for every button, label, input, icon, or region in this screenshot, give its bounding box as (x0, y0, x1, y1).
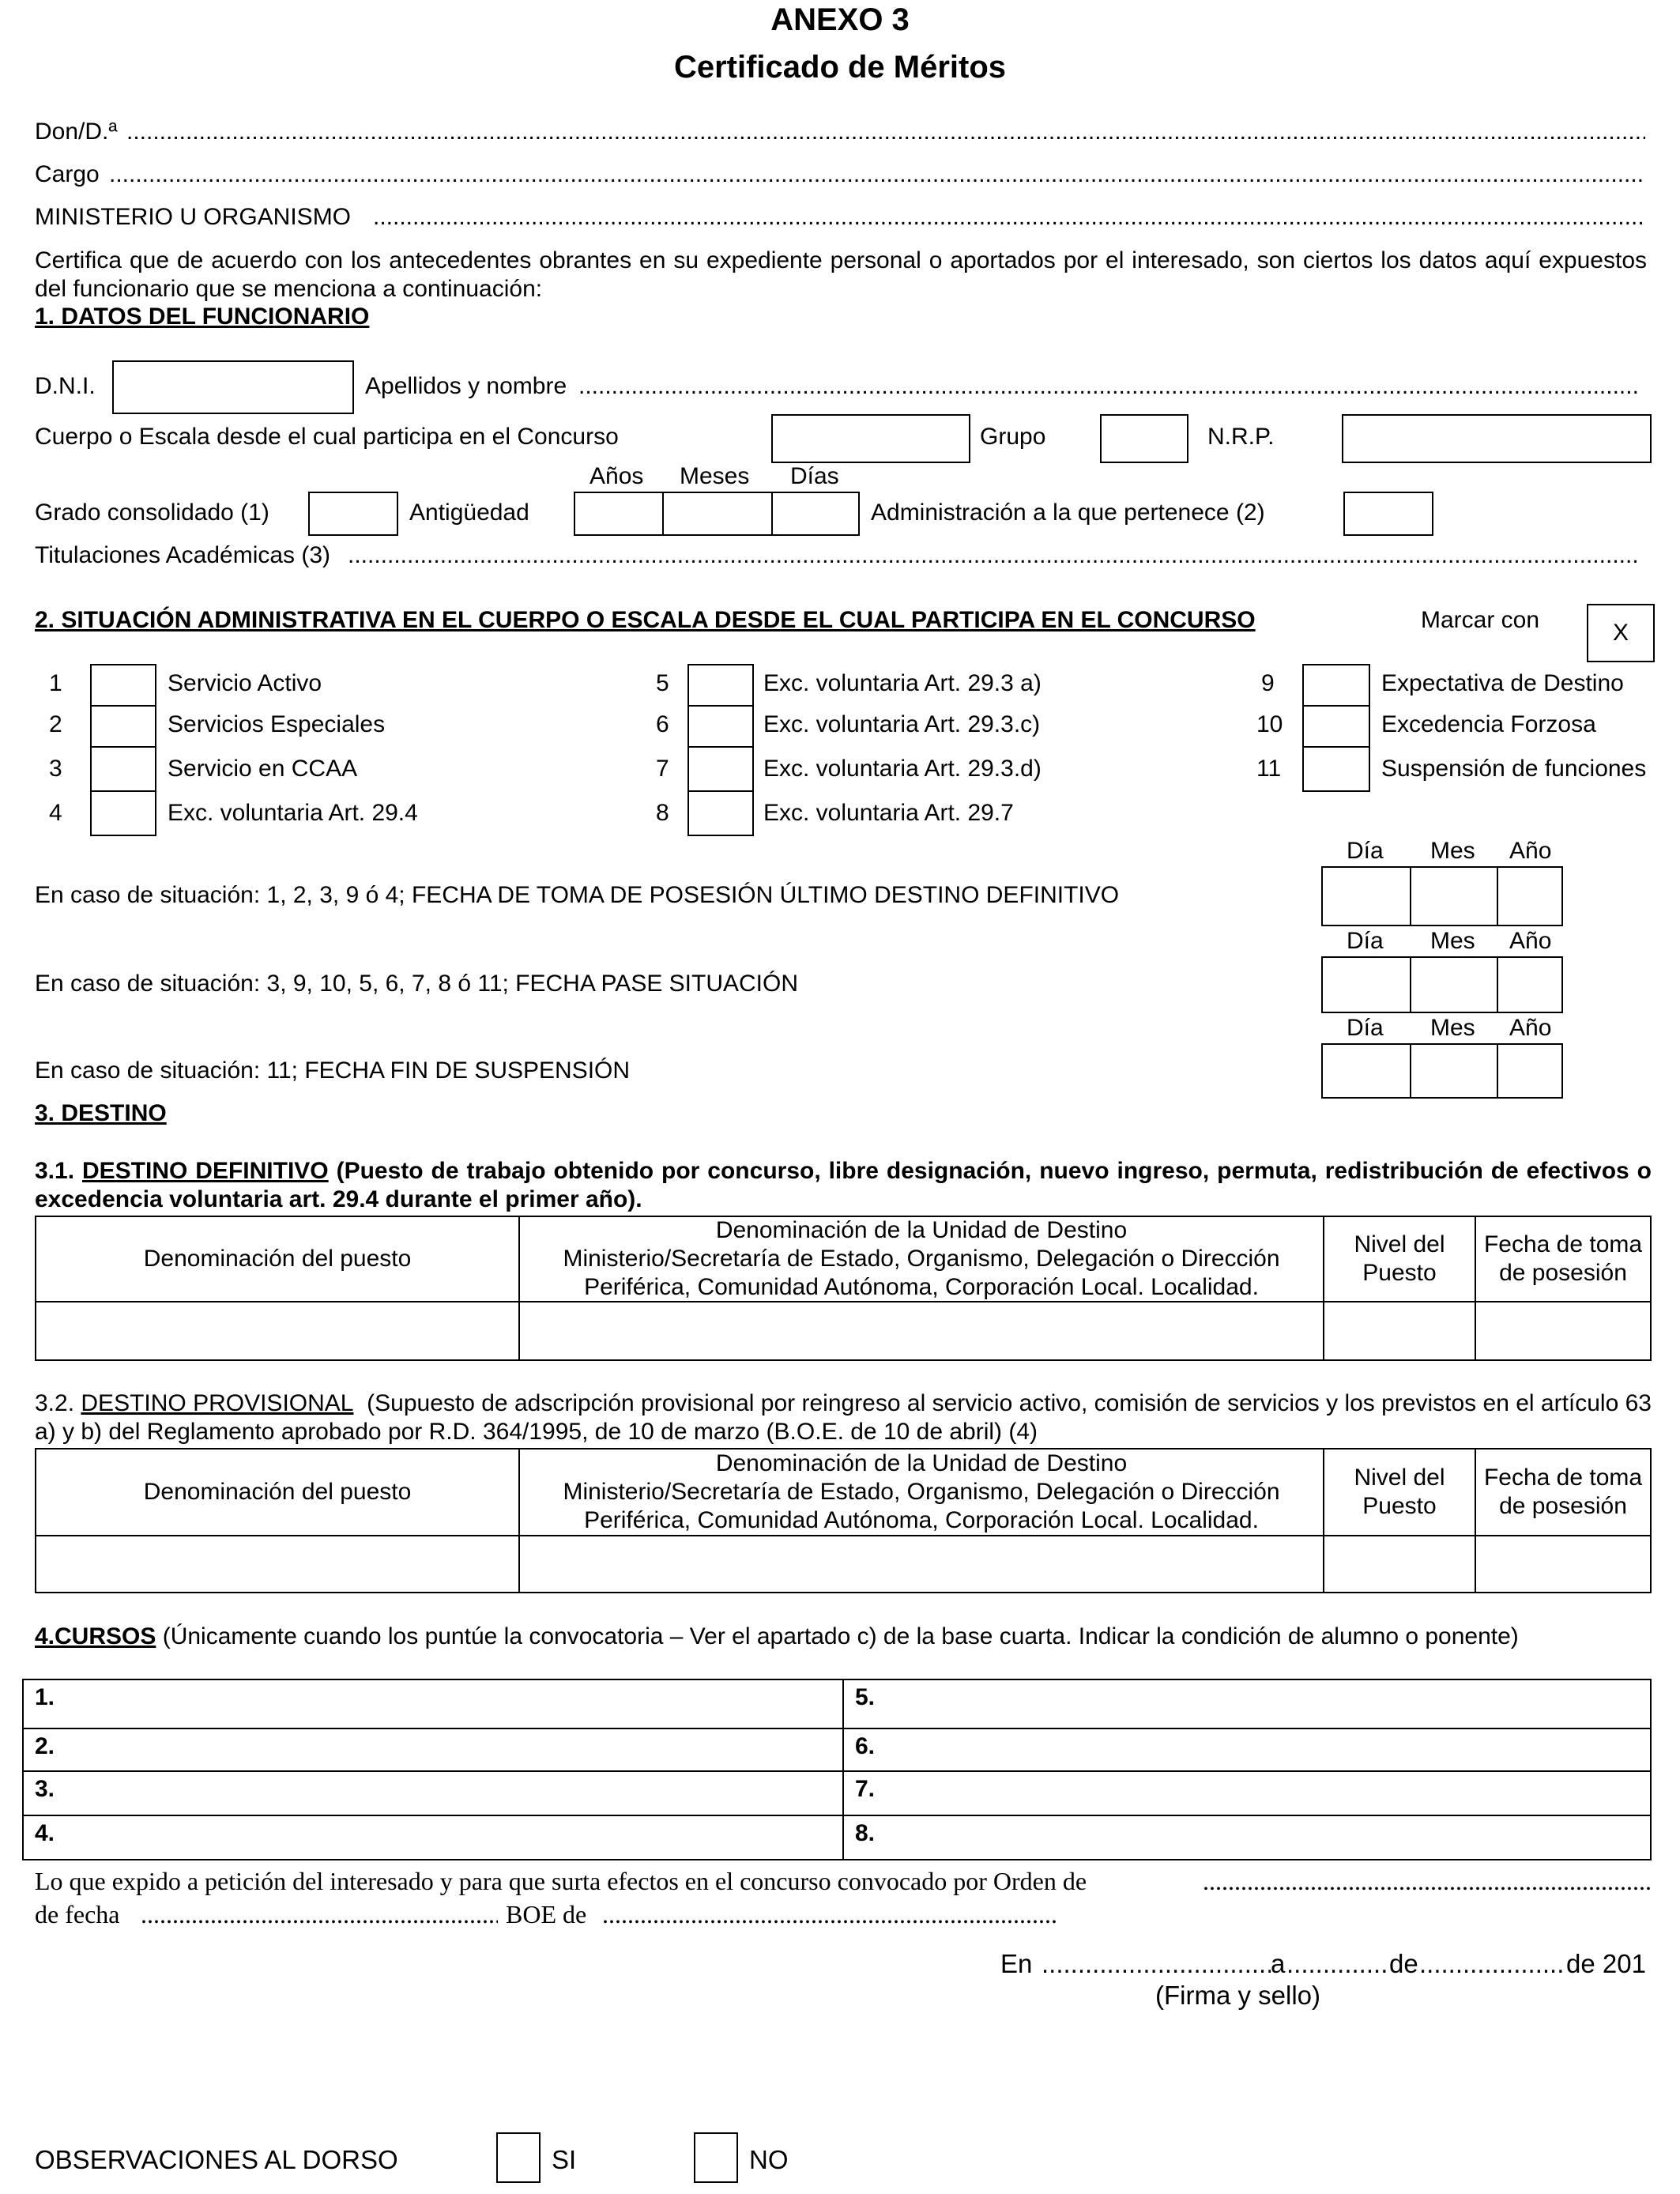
table32-cell-fecha[interactable] (1475, 1535, 1652, 1593)
table32-header-fecha: Fecha de toma de posesión (1475, 1448, 1652, 1536)
mark-example-box (1587, 604, 1655, 662)
table31-header-fecha: Fecha de toma de posesión (1475, 1216, 1652, 1302)
option-number: 6 (656, 711, 669, 737)
lugar-dotted-field[interactable] (1042, 1949, 1271, 1979)
date1-mes-box[interactable] (1410, 866, 1498, 926)
date2-dia-box[interactable] (1321, 956, 1411, 1013)
antiguedad-anos-box[interactable] (574, 492, 664, 536)
table32-header-unidad: Denominación de la Unidad de Destino Ministerio/Secretaría de Estado, Organismo, Delegación o Dirección Periférica, Comunidad Autónoma, Corporación Local. Localidad. (518, 1448, 1324, 1536)
option-label: Servicios Especiales (168, 711, 386, 737)
mes-dotted-field[interactable] (1419, 1949, 1566, 1979)
option-number: 5 (656, 670, 669, 696)
curso-item-5[interactable]: 5. (842, 1679, 1652, 1729)
annex-number: ANEXO 3 (770, 2, 910, 37)
curso-item-7[interactable]: 7. (842, 1770, 1652, 1816)
section4-heading (35, 1623, 1519, 1651)
option-number: 4 (49, 800, 62, 826)
section32-title: DESTINO PROVISIONAL (81, 1390, 354, 1416)
de-fecha-label: de fecha (35, 1900, 120, 1928)
ano-label: Año (1509, 838, 1552, 864)
grado-label: Grado consolidado (1) (35, 499, 269, 526)
option-number: 2 (49, 711, 62, 737)
section32-number: 3.2. (35, 1390, 75, 1416)
document-title: Certificado de Méritos (673, 50, 1007, 85)
section4-title: 4.CURSOS (35, 1623, 156, 1649)
option-number: 7 (656, 756, 669, 782)
option-checkbox-7[interactable] (687, 746, 754, 792)
section32-description: (Supuesto de adscripción provisional por reingreso al servicio activo, comisión de servicios y los previstos en el artículo 63 a) y b) del Reglamento aprobado por R.D. 364/1995, de 10 de marzo (B.O.E. de 10 de abril) (4) (35, 1390, 1652, 1445)
table32-header-puesto: Denominación del puesto (35, 1448, 520, 1536)
option-checkbox-8[interactable] (687, 790, 754, 836)
option-label: Exc. voluntaria Art. 29.3 a) (763, 670, 1042, 696)
de201-label: de 201 (1566, 1949, 1646, 1978)
mes-label: Mes (1430, 1015, 1475, 1041)
no-label: NO (749, 2145, 789, 2174)
section31-description: (Puesto de trabajo obtenido por concurso, libre designación, nuevo ingreso, permuta, redistribución de efectivos o excedencia voluntaria art. 29.4 durante el primer año). (35, 1158, 1652, 1212)
section32-heading (35, 1389, 1652, 1446)
cargo-dotted-field[interactable] (109, 161, 1645, 189)
don-label: Don/D.ª (35, 119, 118, 145)
option-label: Servicio en CCAA (168, 756, 358, 782)
de-label: de (1389, 1949, 1418, 1978)
ano-label: Año (1509, 1015, 1552, 1041)
option-label: Servicio Activo (168, 670, 322, 696)
option-number: 1 (49, 670, 62, 696)
date3-ano-box[interactable] (1497, 1043, 1563, 1099)
nrp-label: N.R.P. (1207, 424, 1275, 450)
boe-label: BOE de (506, 1900, 587, 1928)
dias-label: Días (790, 463, 839, 489)
curso-item-2[interactable]: 2. (22, 1728, 844, 1772)
dia-label: Día (1347, 928, 1384, 954)
dia-label: Día (1347, 838, 1384, 864)
option-label: Suspensión de funciones (1381, 756, 1647, 782)
option-number: 3 (49, 756, 62, 782)
observaciones-label: OBSERVACIONES AL DORSO (35, 2145, 398, 2174)
option-label: Exc. voluntaria Art. 29.3.c) (763, 711, 1041, 737)
date-instruction-3: En caso de situación: 11; FECHA FIN DE SUSPENSIÓN (35, 1057, 631, 1084)
dni-label: D.N.I. (35, 373, 96, 399)
si-label: SI (552, 2145, 577, 2174)
table32-cell-nivel[interactable] (1323, 1535, 1476, 1593)
boe-dotted-field[interactable] (602, 1900, 1057, 1929)
option-checkbox-10[interactable] (1302, 705, 1370, 748)
administracion-input-box[interactable] (1343, 492, 1433, 536)
option-checkbox-5[interactable] (687, 664, 754, 707)
option-checkbox-6[interactable] (687, 705, 754, 748)
option-number: 8 (656, 800, 669, 826)
cuerpo-input-box[interactable] (771, 414, 970, 463)
date2-ano-box[interactable] (1497, 956, 1563, 1013)
date1-dia-box[interactable] (1321, 866, 1411, 926)
cuerpo-label: Cuerpo o Escala desde el cual participa en el Concurso (35, 424, 619, 450)
anos-label: Años (590, 463, 644, 489)
date3-mes-box[interactable] (1410, 1043, 1498, 1099)
observaciones-no-checkbox[interactable] (694, 2132, 738, 2183)
section2-title: 2. SITUACIÓN ADMINISTRATIVA EN EL CUERPO O ESCALA DESDE EL CUAL PARTICIPA EN EL CONCURSO (35, 607, 1256, 633)
apellidos-dotted-field[interactable] (578, 373, 1637, 401)
ministerio-label: MINISTERIO U ORGANISMO (35, 204, 352, 230)
option-checkbox-3[interactable] (90, 746, 156, 792)
table31-header-unidad: Denominación de la Unidad de Destino Ministerio/Secretaría de Estado, Organismo, Delegación o Dirección Periférica, Comunidad Autónoma, Corporación Local. Localidad. (518, 1216, 1324, 1302)
option-number: 11 (1256, 756, 1282, 782)
option-checkbox-11[interactable] (1302, 746, 1370, 792)
table31-cell-nivel[interactable] (1323, 1301, 1476, 1361)
titulaciones-label: Titulaciones Académicas (3) (35, 542, 331, 568)
option-checkbox-9[interactable] (1302, 664, 1370, 707)
section31-title: DESTINO DEFINITIVO (82, 1158, 329, 1184)
option-label: Exc. voluntaria Art. 29.4 (168, 800, 418, 826)
section31-number: 3.1. (35, 1158, 75, 1184)
antiguedad-dias-box[interactable] (771, 492, 860, 536)
table31-header-nivel: Nivel del Puesto (1323, 1216, 1476, 1302)
don-dotted-field[interactable] (126, 119, 1645, 146)
nrp-input-box[interactable] (1342, 414, 1652, 463)
option-number: 10 (1256, 711, 1283, 737)
date2-mes-box[interactable] (1410, 956, 1498, 1013)
expido-text: Lo que expido a petición del interesado y para que surta efectos en el concurso convocado por Orden de (35, 1867, 1087, 1895)
ministerio-dotted-field[interactable] (373, 204, 1645, 232)
marcar-con-label: Marcar con (1421, 607, 1540, 633)
option-checkbox-4[interactable] (90, 790, 156, 836)
mes-label: Mes (1430, 838, 1475, 864)
ano-label: Año (1509, 928, 1552, 954)
grupo-label: Grupo (980, 424, 1046, 450)
date-instruction-1: En caso de situación: 1, 2, 3, 9 ó 4; FECHA DE TOMA DE POSESIÓN ÚLTIMO DESTINO DEFINITIVO (35, 882, 1120, 908)
certifica-paragraph: Certifica que de acuerdo con los antecedentes obrantes en su expediente personal o aportados por el interesado, son ciertos los datos aquí expuestos del funcionario que se menciona a continuación: (35, 247, 1647, 302)
curso-item-8[interactable]: 8. (842, 1815, 1652, 1860)
option-number: 9 (1261, 670, 1275, 696)
section1-title: 1. DATOS DEL FUNCIONARIO (35, 303, 370, 330)
observaciones-si-checkbox[interactable] (496, 2132, 541, 2183)
date1-ano-box[interactable] (1497, 866, 1563, 926)
antiguedad-meses-box[interactable] (662, 492, 773, 536)
table32-cell-puesto[interactable] (35, 1535, 520, 1593)
dia-label: Día (1347, 1015, 1384, 1041)
administracion-label: Administración a la que pertenece (2) (871, 499, 1265, 526)
date3-dia-box[interactable] (1321, 1043, 1411, 1099)
mark-example-x: X (1612, 620, 1629, 646)
option-checkbox-1[interactable] (90, 664, 156, 707)
option-label: Excedencia Forzosa (1381, 711, 1596, 737)
table31-cell-fecha[interactable] (1475, 1301, 1652, 1361)
mes-label: Mes (1430, 928, 1475, 954)
table31-cell-puesto[interactable] (35, 1301, 520, 1361)
antiguedad-label: Antigüedad (409, 499, 529, 526)
firma-sello-label: (Firma y sello) (1155, 1981, 1321, 2010)
cargo-label: Cargo (35, 161, 100, 187)
en-label: En (1000, 1949, 1033, 1978)
date-instruction-2: En caso de situación: 3, 9, 10, 5, 6, 7, 8 ó 11; FECHA PASE SITUACIÓN (35, 971, 799, 997)
section3-title: 3. DESTINO (35, 1100, 167, 1126)
apellidos-label: Apellidos y nombre (365, 373, 567, 399)
curso-item-6[interactable]: 6. (842, 1728, 1652, 1772)
dia-dotted-field[interactable] (1286, 1949, 1389, 1979)
section4-description: (Únicamente cuando los puntúe la convocatoria – Ver el apartado c) de la base cuarta. Indicar la condición de alumno o ponente) (162, 1623, 1519, 1649)
grado-input-box[interactable] (308, 492, 398, 536)
fecha-dotted-field[interactable] (141, 1900, 498, 1929)
orden-dotted-field[interactable] (1203, 1867, 1652, 1896)
option-label: Exc. voluntaria Art. 29.7 (763, 800, 1014, 826)
meses-label: Meses (680, 463, 750, 489)
curso-item-4[interactable]: 4. (22, 1815, 844, 1860)
table32-header-nivel: Nivel del Puesto (1323, 1448, 1476, 1536)
table31-cell-unidad[interactable] (518, 1301, 1324, 1361)
option-label: Expectativa de Destino (1381, 670, 1624, 696)
option-label: Exc. voluntaria Art. 29.3.d) (763, 756, 1042, 782)
option-checkbox-2[interactable] (90, 705, 156, 748)
titulaciones-dotted-field[interactable] (348, 542, 1637, 570)
section31-heading (35, 1157, 1652, 1214)
curso-item-3[interactable]: 3. (22, 1770, 844, 1816)
dni-input-box[interactable] (112, 360, 354, 414)
table32-cell-unidad[interactable] (518, 1535, 1324, 1593)
grupo-input-box[interactable] (1100, 414, 1188, 463)
curso-item-1[interactable]: 1. (22, 1679, 844, 1729)
table31-header-puesto: Denominación del puesto (35, 1216, 520, 1302)
a-label: a (1271, 1949, 1286, 1978)
